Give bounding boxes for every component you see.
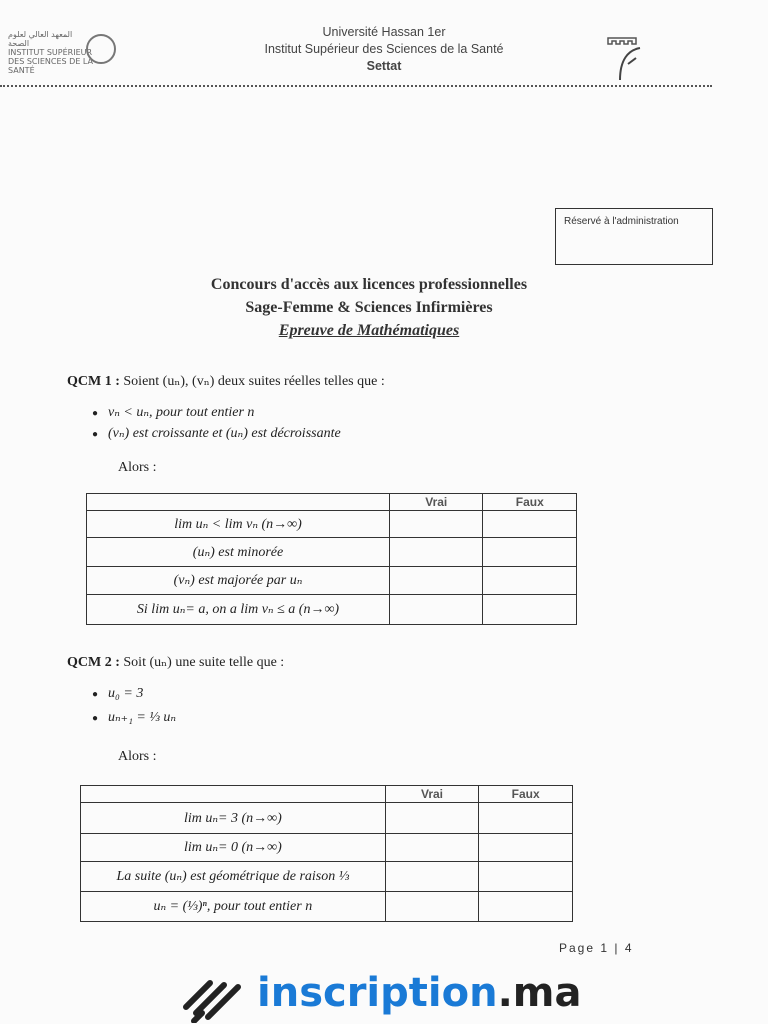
inscription-brand[interactable] (257, 970, 581, 1016)
faux-checkbox-cell[interactable] (483, 595, 577, 625)
table-row (87, 567, 577, 595)
vrai-checkbox-cell[interactable] (385, 862, 479, 892)
table-row (87, 595, 577, 625)
table-row (81, 803, 573, 834)
vrai-checkbox-cell[interactable] (385, 803, 479, 834)
logo-text-line2: INSTITUT SUPÉRIEUR (8, 48, 93, 57)
qcm2-bullet-text: uₙ₊₁ = ⅓ uₙ (108, 710, 177, 725)
qcm2-table (80, 785, 573, 922)
bullet-icon: ● (92, 408, 99, 419)
qcm1-table (86, 493, 577, 625)
page-number: Page 1 | 4 (559, 941, 634, 955)
faux-checkbox-cell[interactable] (479, 834, 573, 862)
university-name: Université Hassan 1er (322, 25, 446, 39)
faux-checkbox-cell[interactable] (483, 567, 577, 595)
faux-checkbox-cell[interactable] (479, 862, 573, 892)
statement-cell: (uₙ) est minorée (87, 538, 390, 567)
exam-title-line1: Concours d'accès aux licences professionnelles (210, 276, 528, 293)
city-name: Settat (366, 59, 402, 73)
vrai-checkbox-cell[interactable] (390, 538, 483, 567)
qcm1-bullet-text: (vₙ) est croissante et (uₙ) est décroissante (108, 426, 341, 441)
qcm2-label: QCM 2 : (67, 655, 120, 670)
qcm1-alors: Alors : (118, 460, 157, 475)
qcm2-bullet (92, 686, 143, 702)
qcm1-heading (67, 373, 385, 390)
bullet-icon: ● (92, 713, 99, 724)
table-row (87, 511, 577, 538)
university-logo-icon (598, 30, 658, 85)
statement-cell: lim uₙ < lim vₙ (n→∞) (87, 511, 390, 538)
inscription-logo-icon (180, 963, 246, 1023)
statement-cell: lim uₙ= 3 (n→∞) (81, 803, 386, 834)
qcm1-label: QCM 1 : (67, 374, 120, 389)
table-row (87, 538, 577, 567)
institute-name: Institut Supérieur des Sciences de la Santé (264, 42, 504, 56)
table-header-blank (87, 494, 390, 511)
qcm1-bullet (92, 425, 341, 442)
bullet-icon: ● (92, 689, 99, 700)
faux-checkbox-cell[interactable] (483, 538, 577, 567)
exam-title-line2: Sage-Femme & Sciences Infirmières (245, 299, 493, 316)
statement-cell: lim uₙ= 0 (n→∞) (81, 834, 386, 862)
faux-checkbox-cell[interactable] (479, 892, 573, 922)
table-header-faux: Faux (479, 786, 573, 803)
logo-text-line3: DES SCIENCES DE LA SANTÉ (8, 57, 94, 75)
table-row (81, 892, 573, 922)
vrai-checkbox-cell[interactable] (385, 834, 479, 862)
admin-box-label: Réservé à l'administration (564, 216, 679, 227)
qcm1-intro: Soient (uₙ), (vₙ) deux suites réelles telles que : (123, 374, 385, 389)
table-header-blank (81, 786, 386, 803)
vrai-checkbox-cell[interactable] (390, 567, 483, 595)
table-header-faux: Faux (483, 494, 577, 511)
statement-cell: uₙ = (⅓)ⁿ, pour tout entier n (81, 892, 386, 922)
qcm2-heading (67, 654, 284, 671)
table-header-vrai: Vrai (385, 786, 479, 803)
qcm2-bullet (92, 709, 176, 726)
statement-cell: La suite (uₙ) est géométrique de raison ⅓ (81, 862, 386, 892)
qcm2-bullet-text: u₀ = 3 (108, 686, 144, 701)
vrai-checkbox-cell[interactable] (390, 595, 483, 625)
brand-main-text: inscription (257, 970, 498, 1016)
bullet-icon: ● (92, 429, 99, 440)
table-row (81, 862, 573, 892)
table-header-vrai: Vrai (390, 494, 483, 511)
exam-subject-title: Epreuve de Mathématiques (278, 322, 460, 339)
vrai-checkbox-cell[interactable] (385, 892, 479, 922)
qcm1-bullet (92, 404, 254, 421)
vrai-checkbox-cell[interactable] (390, 511, 483, 538)
qcm2-alors: Alors : (118, 749, 157, 764)
brand-domain-text: .ma (497, 970, 582, 1016)
faux-checkbox-cell[interactable] (479, 803, 573, 834)
header-divider (0, 85, 712, 87)
qcm2-intro: Soit (uₙ) une suite telle que : (123, 655, 285, 670)
logo-text-arabic: المعهد العالي لعلوم الصحة (8, 30, 73, 48)
statement-cell: Si lim uₙ= a, on a lim vₙ ≤ a (n→∞) (87, 595, 390, 625)
statement-cell: (vₙ) est majorée par uₙ (87, 567, 390, 595)
admin-reserved-box (555, 208, 713, 265)
table-row (81, 834, 573, 862)
faux-checkbox-cell[interactable] (483, 511, 577, 538)
qcm1-bullet-text: vₙ < uₙ, pour tout entier n (108, 405, 255, 420)
